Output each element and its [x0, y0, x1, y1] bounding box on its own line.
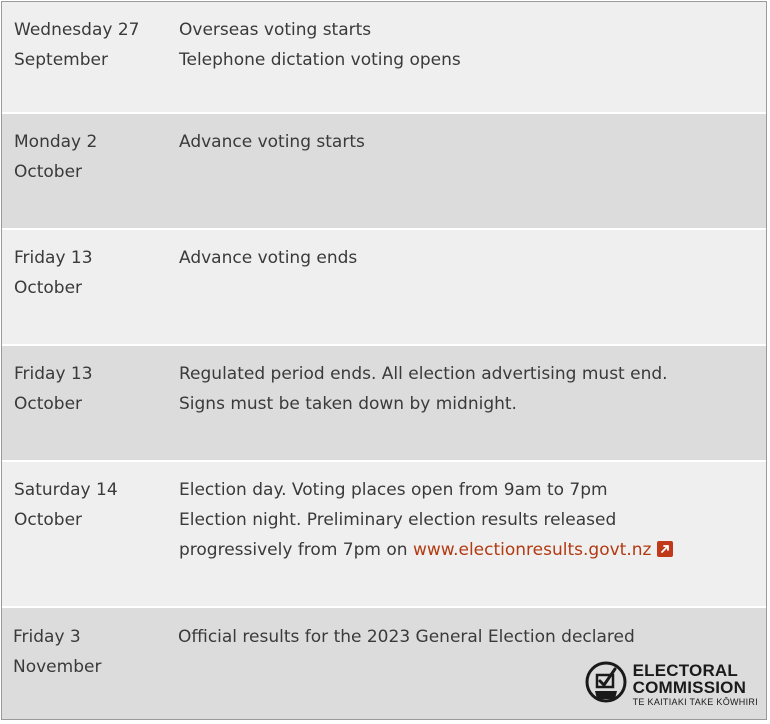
row-date: Friday 13 October: [14, 248, 93, 298]
row-date: Wednesday 27 September: [14, 20, 140, 70]
row-events: [179, 359, 766, 460]
event-text: Election day. Voting places open from 9am to 7pm: [179, 480, 608, 500]
event-text: Signs must be taken down by midnight.: [179, 394, 517, 414]
external-link-icon[interactable]: [657, 541, 673, 557]
event-text: Telephone dictation voting opens: [179, 50, 461, 70]
timeline-row: [2, 2, 766, 114]
row-date: Friday 3 November: [13, 627, 102, 677]
event-text: Advance voting starts: [179, 132, 365, 152]
timeline-row: [2, 462, 766, 608]
event-text: Official results for the 2023 General Election declared: [178, 627, 635, 647]
row-events: [179, 15, 766, 112]
event-text: Election night. Preliminary election results released: [179, 510, 617, 530]
logo-line2: COMMISSION: [632, 677, 747, 697]
event-text: Advance voting ends: [179, 248, 358, 268]
timeline-row: [2, 114, 766, 230]
timeline-row: [2, 346, 766, 462]
row-date: Saturday 14 October: [14, 480, 118, 530]
event-text: Overseas voting starts: [179, 20, 372, 40]
election-timeline-table: [1, 1, 767, 720]
row-date: Monday 2 October: [14, 132, 98, 182]
timeline-row: [2, 230, 766, 346]
event-text-with-link: progressively from 7pm on www.electionresults.govt.nz: [179, 535, 766, 565]
row-date: Friday 13 October: [14, 364, 93, 414]
event-text: Regulated period ends. All election advertising must end.: [179, 364, 668, 384]
row-events: [179, 127, 766, 228]
logo-line1: ELECTORAL: [632, 660, 738, 680]
logo-line3: TE KAITIAKI TAKE KŌWHIRI: [632, 696, 758, 707]
ballot-hand-icon: [585, 657, 627, 711]
electoral-commission-logo: [585, 657, 758, 711]
row-events: [179, 243, 766, 344]
row-events: [179, 475, 766, 606]
election-results-link[interactable]: www.electionresults.govt.nz: [412, 540, 652, 560]
